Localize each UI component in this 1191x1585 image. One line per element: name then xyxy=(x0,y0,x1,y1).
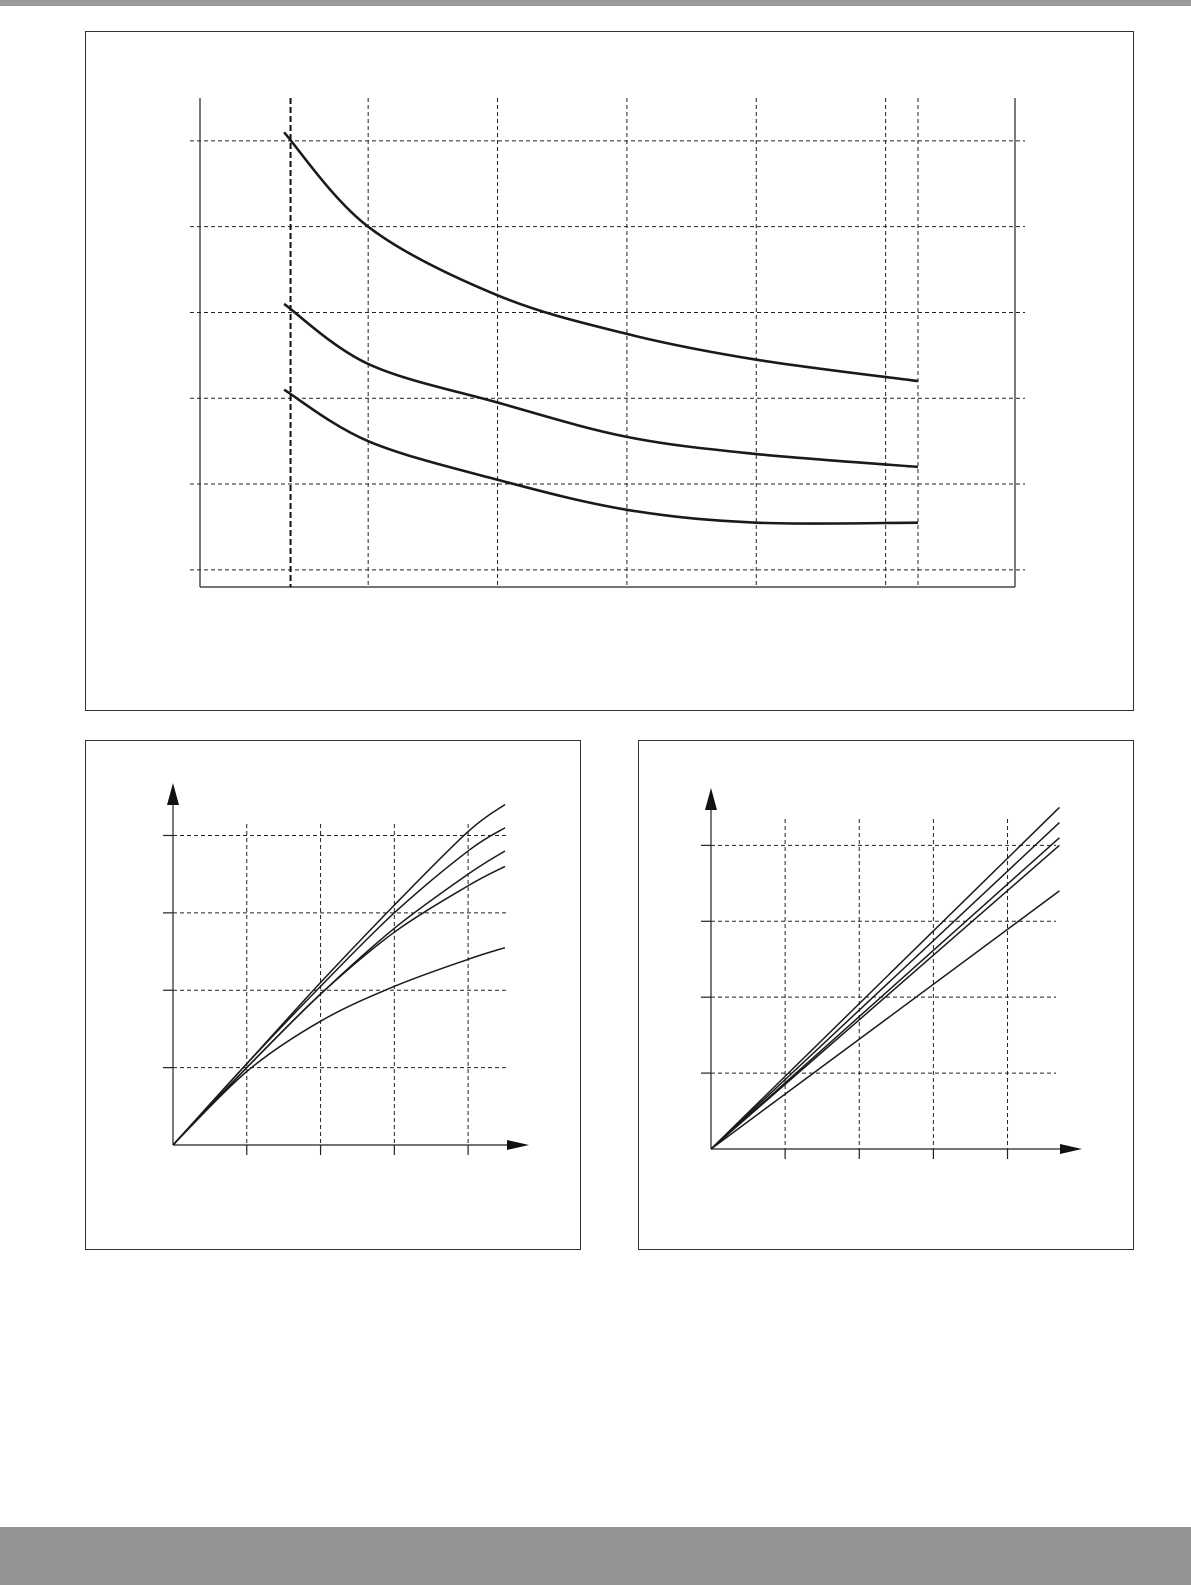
chart-panel-bottom-right xyxy=(638,740,1134,1250)
x-axis-arrow xyxy=(507,1140,529,1150)
series-line xyxy=(284,390,918,524)
chart-top-svg xyxy=(86,32,1135,712)
y-axis-arrow xyxy=(167,783,179,805)
series-line xyxy=(711,891,1059,1149)
chart-bottom-left-svg xyxy=(86,741,582,1251)
series-line xyxy=(173,866,505,1145)
series-line xyxy=(284,132,918,381)
series-line xyxy=(173,851,505,1145)
chart-panel-top xyxy=(85,31,1134,711)
y-axis-arrow xyxy=(705,788,717,810)
chart-bottom-right-svg xyxy=(639,741,1135,1251)
series-line xyxy=(711,807,1059,1149)
x-axis-arrow xyxy=(1060,1144,1082,1154)
series-line xyxy=(173,828,505,1145)
footer-bar xyxy=(0,1527,1191,1585)
header-bar xyxy=(0,0,1191,6)
chart-panel-bottom-left xyxy=(85,740,581,1250)
